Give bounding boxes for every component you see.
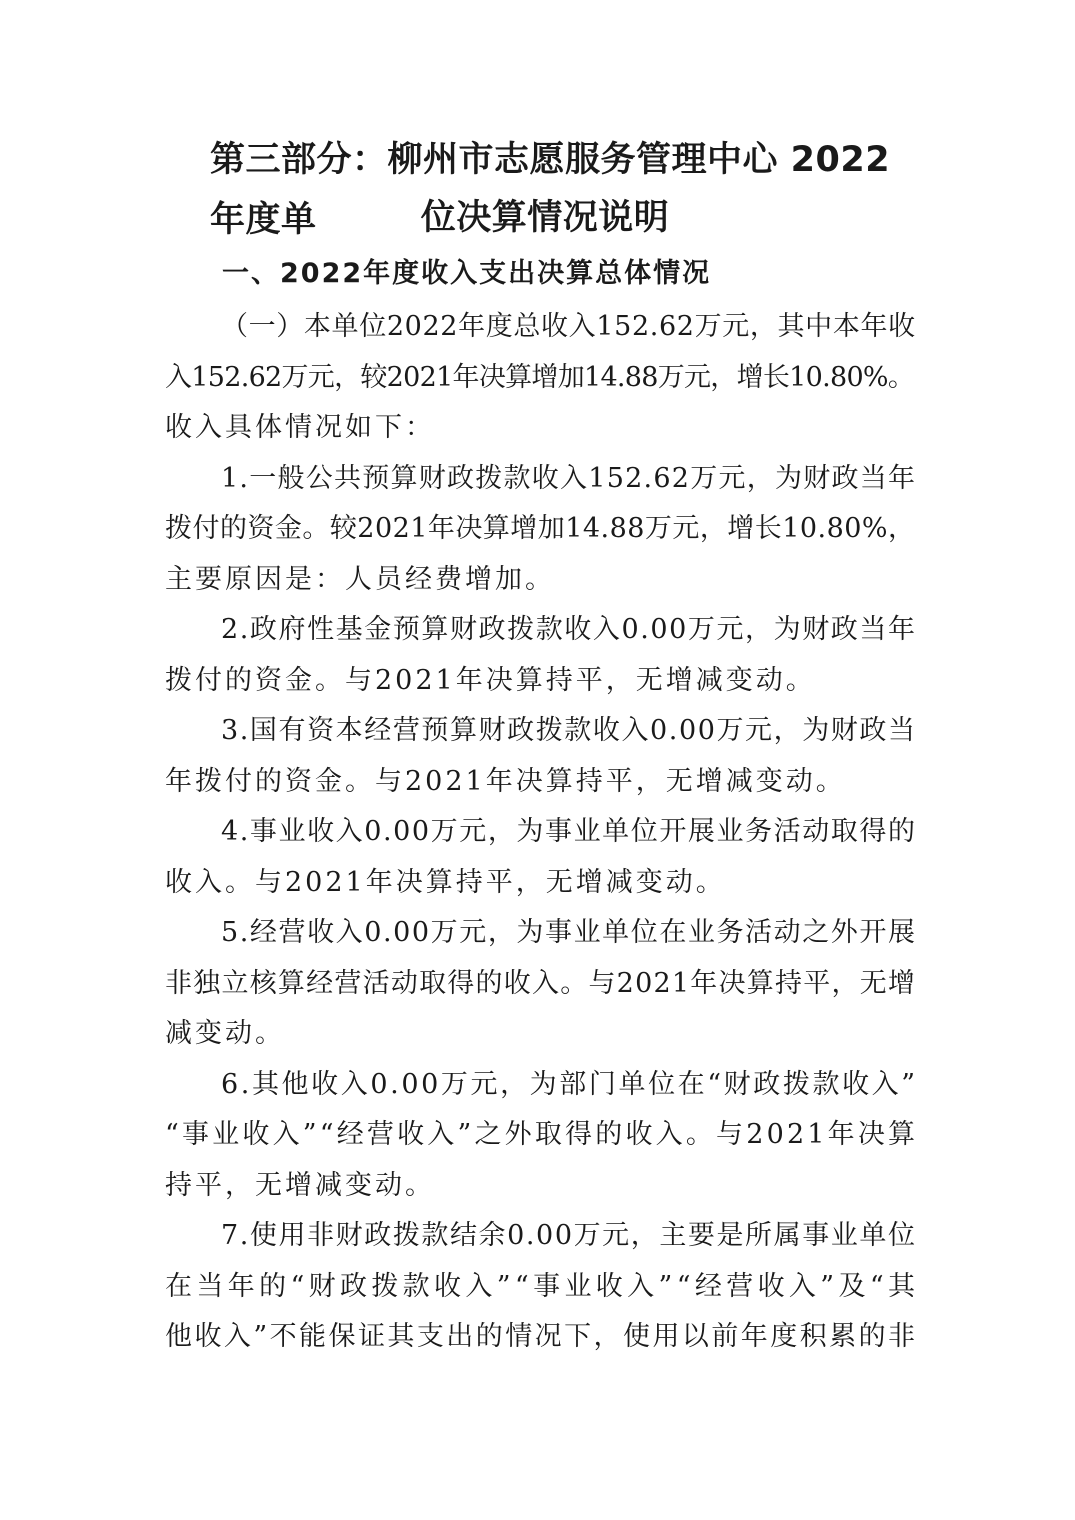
paragraph-line: 收入具体情况如下： (165, 412, 435, 443)
paragraph-line: 收入。与2021年决算持平，无增减变动。 (165, 866, 726, 898)
paragraph-5 (165, 807, 915, 908)
paragraph-line: 1.一般公共预算财政拨款收入152.62万元，为财政当年 (221, 462, 917, 494)
paragraph-line: 4.事业收入0.00万元，为事业单位开展业务活动取得的 (221, 816, 917, 847)
paragraph-8 (165, 1211, 920, 1363)
paragraph-line: 2.政府性基金预算财政拨款收入0.00万元，为财政当年 (221, 614, 917, 645)
paragraph-line: 6.其他收入0.00万元，为部门单位在“财政拨款收入” (221, 1068, 918, 1100)
paragraph-line: （一）本单位2022年度总收入152.62万元，其中本年收 (221, 311, 916, 342)
paragraph-line: 3.国有资本经营预算财政拨款收入0.00万元，为财政当 (221, 715, 917, 746)
paragraph-line: 持平，无增减变动。 (165, 1169, 435, 1201)
paragraph-line: 拨付的资金。与2021年决算持平，无增减变动。 (165, 664, 816, 696)
paragraph-6 (165, 908, 915, 1060)
paragraph-3 (165, 605, 915, 706)
paragraph-7 (165, 1060, 919, 1212)
paragraph-line: 拨付的资金。较2021年决算增加14.88万元，增长10.80%， (165, 513, 916, 544)
page-title-line-1: 第三部分：柳州市志愿服务管理中心 2022 年度单 (210, 140, 891, 240)
paragraph-line: 入152.62万元，较2021年决算增加14.88万元，增长10.80%。 (165, 361, 915, 393)
paragraph-line: 非独立核算经营活动取得的收入。与2021年决算持平，无增 (165, 967, 917, 999)
paragraph-line: 7.使用非财政拨款结余0.00万元，主要是所属事业单位 (221, 1220, 917, 1251)
paragraph-line: 主要原因是：人员经费增加。 (165, 563, 555, 595)
paragraph-line: 年拨付的资金。与2021年决算持平，无增减变动。 (165, 765, 846, 797)
paragraph-line: 在当年的“财政拨款收入”“事业收入”“经营收入”及“其 (165, 1270, 920, 1302)
paragraph-line: 5.经营收入0.00万元，为事业单位在业务活动之外开展 (221, 917, 917, 948)
paragraph-line: “事业收入”“经营收入”之外取得的收入。与2021年决算 (165, 1119, 919, 1150)
body-text (165, 302, 920, 1363)
paragraph-4 (165, 706, 915, 807)
paragraph-1 (165, 302, 915, 454)
paragraph-2 (165, 454, 915, 606)
section-heading: 一、2022年度收入支出决算总体情况 (222, 258, 712, 289)
paragraph-line: 减变动。 (165, 1018, 285, 1049)
page-title-line-2: 位决算情况说明 (420, 198, 670, 238)
paragraph-line: 他收入”不能保证其支出的情况下，使用以前年度积累的非 (165, 1321, 918, 1352)
